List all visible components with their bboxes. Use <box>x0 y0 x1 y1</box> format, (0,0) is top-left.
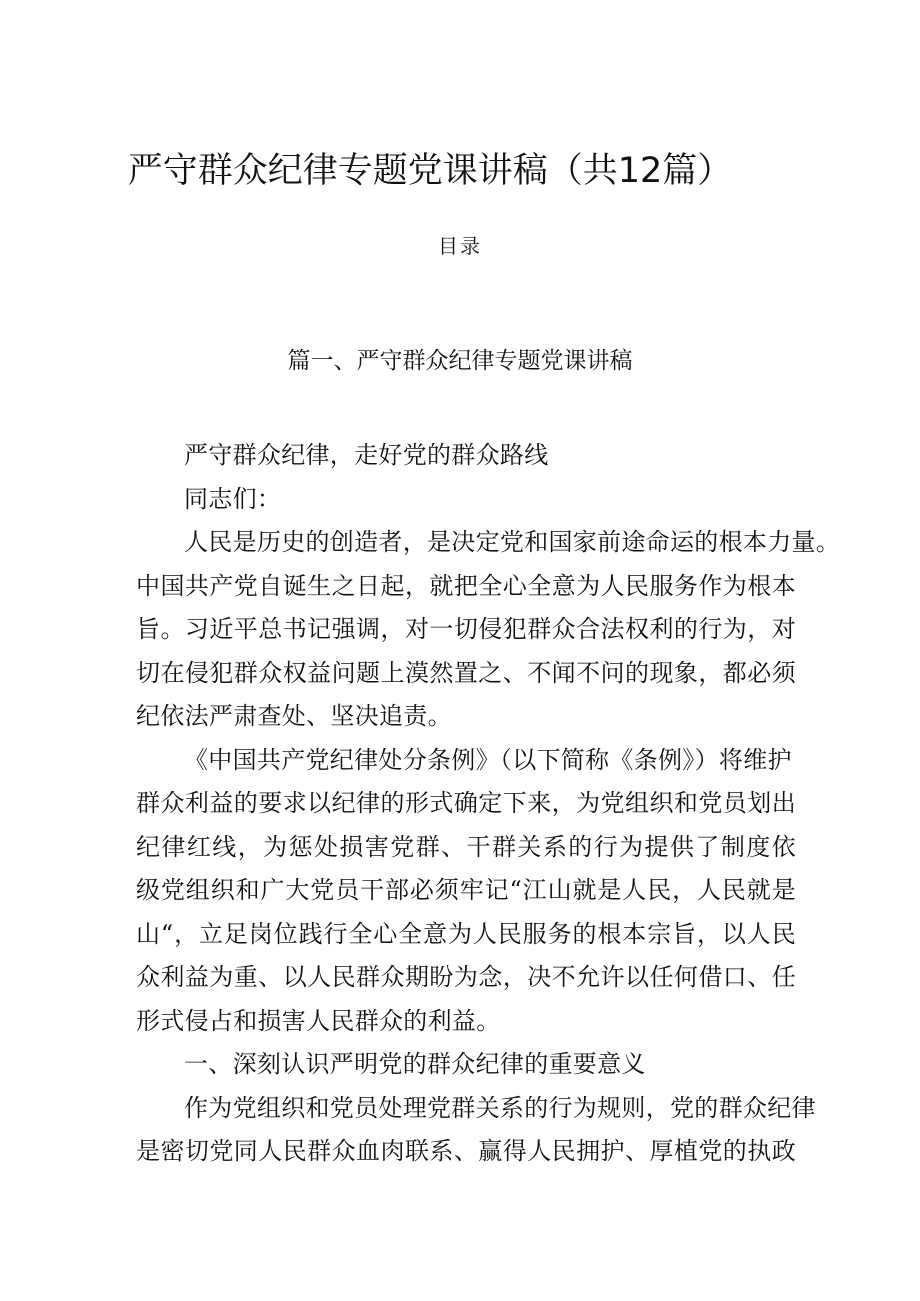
paragraph-line: 纪律红线，为惩处损害党群、干群关系的行为提供了制度依 <box>136 832 796 861</box>
paragraph-line: 人民是历史的创造者，是决定党和国家前途命运的根本力量。 <box>184 528 841 556</box>
paragraph-2 <box>136 739 796 1044</box>
paragraph-line: 众利益为重、以人民群众期盼为念，决不允许以任何借口、任 <box>136 963 796 991</box>
paragraph-line: 《中国共产党纪律处分条例》（以下简称《条例》）将维护 <box>184 745 792 774</box>
paragraph-line: 旨。习近平总书记强调，对一切侵犯群众合法权利的行为，对 <box>136 615 796 643</box>
table-of-contents-label: 目录 <box>438 234 482 258</box>
document-title: 严守群众纪律专题党课讲稿（共12篇） <box>127 151 733 191</box>
paragraph-line: 中国共产党自诞生之日起，就把全心全意为人民服务作为根本 <box>136 571 796 600</box>
paragraph-1 <box>136 521 841 739</box>
paragraph-line: 作为党组织和党员处理党群关系的行为规则，党的群众纪律 <box>184 1093 816 1122</box>
paragraph-line: 山“，立足岗位践行全心全意为人民服务的根本宗旨，以人民 <box>136 919 796 948</box>
paragraph-line: 群众利益的要求以纪律的形式确定下来，为党组织和党员划出 <box>136 789 796 817</box>
chapter-title: 篇一、严守群众纪律专题党课讲稿 <box>287 348 633 374</box>
paragraph-line: 切在侵犯群众权益问题上漠然置之、不闻不问的现象，都必须 <box>136 658 796 687</box>
paragraph-3 <box>136 1087 816 1174</box>
salutation: 同志们： <box>184 484 282 513</box>
paragraph-line: 是密切党同人民群众血肉联系、赢得人民拥护、厚植党的执政 <box>136 1137 796 1165</box>
paragraph-line: 形式侵占和损害人民群众的利益。 <box>136 1006 501 1035</box>
speech-subtitle: 严守群众纪律，走好党的群众路线 <box>184 441 549 469</box>
document-body <box>136 434 841 1174</box>
paragraph-line: 纪依法严肃查处、坚决追责。 <box>136 702 452 730</box>
section-heading-1: 一、深刻认识严明党的群众纪律的重要意义 <box>184 1050 646 1078</box>
paragraph-line: 级党组织和广大党员干部必须牢记“江山就是人民，人民就是 <box>136 876 796 904</box>
